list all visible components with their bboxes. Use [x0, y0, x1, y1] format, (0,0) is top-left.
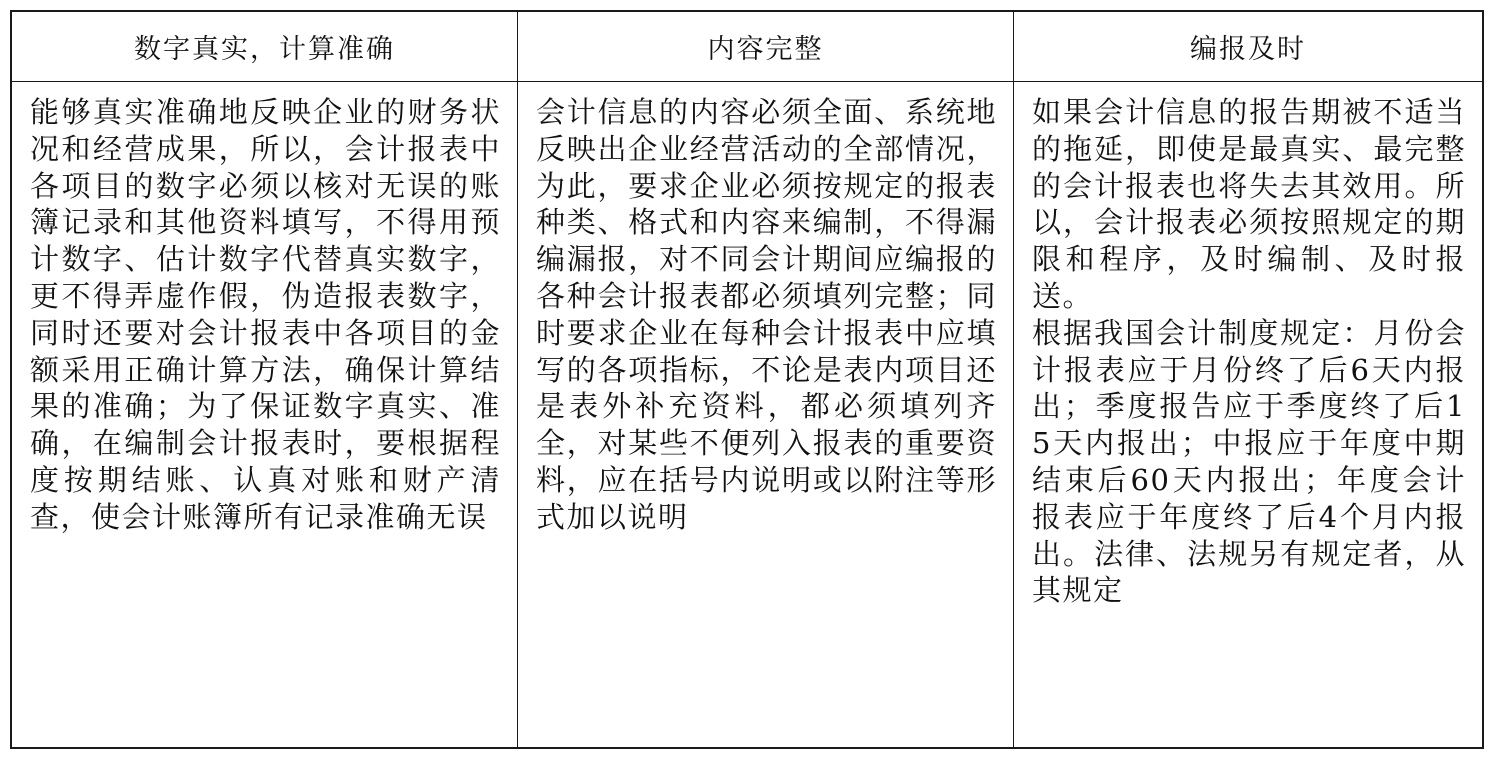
paragraph: 根据我国会计制度规定：月份会计报表应于月份终了后6天内报出；季度报告应于季度终了后15天内报出；中报应于年度中期结束后60天内报出；年度会计报表应于年度终了后4个月内报出。法律、法规另有规定者，从其规定 [1032, 315, 1466, 608]
header-accuracy: 数字真实，计算准确 [12, 12, 518, 82]
header-timeliness: 编报及时 [1014, 12, 1482, 82]
cell-completeness-text [518, 82, 1014, 747]
cell-timeliness-text [1014, 82, 1482, 747]
requirements-table [10, 10, 1484, 749]
paragraph: 会计信息的内容必须全面、系统地反映出企业经营活动的全部情况，为此，要求企业必须按规定的报表种类、格式和内容来编制，不得漏编漏报，对不同会计期间应编报的各种会计报表都必须填列完整；同时要求企业在每种会计报表中应填写的各项指标，不论是表内项目还是表外补充资料，都必须填列齐全，对某些不便列入报表的重要资料，应在括号内说明或以附注等形式加以说明 [536, 95, 997, 534]
paragraph: 如果会计信息的报告期被不适当的拖延，即使是最真实、最完整的会计报表也将失去其效用。所以，会计报表必须按照规定的期限和程序，及时编制、及时报送。 [1032, 95, 1466, 313]
cell-accuracy-text [12, 82, 518, 747]
paragraph: 能够真实准确地反映企业的财务状况和经营成果，所以，会计报表中各项目的数字必须以核对无误的账簿记录和其他资料填写，不得用预计数字、估计数字代替真实数字，更不得弄虚作假，伪造报表数字，同时还要对会计报表中各项目的金额采用正确计算方法，确保计算结果的准确；为了保证数字真实、准确，在编制会计报表时，要根据程度按期结账、认真对账和财产清查，使会计账簿所有记录准确无误 [30, 95, 501, 534]
header-completeness: 内容完整 [518, 12, 1014, 82]
